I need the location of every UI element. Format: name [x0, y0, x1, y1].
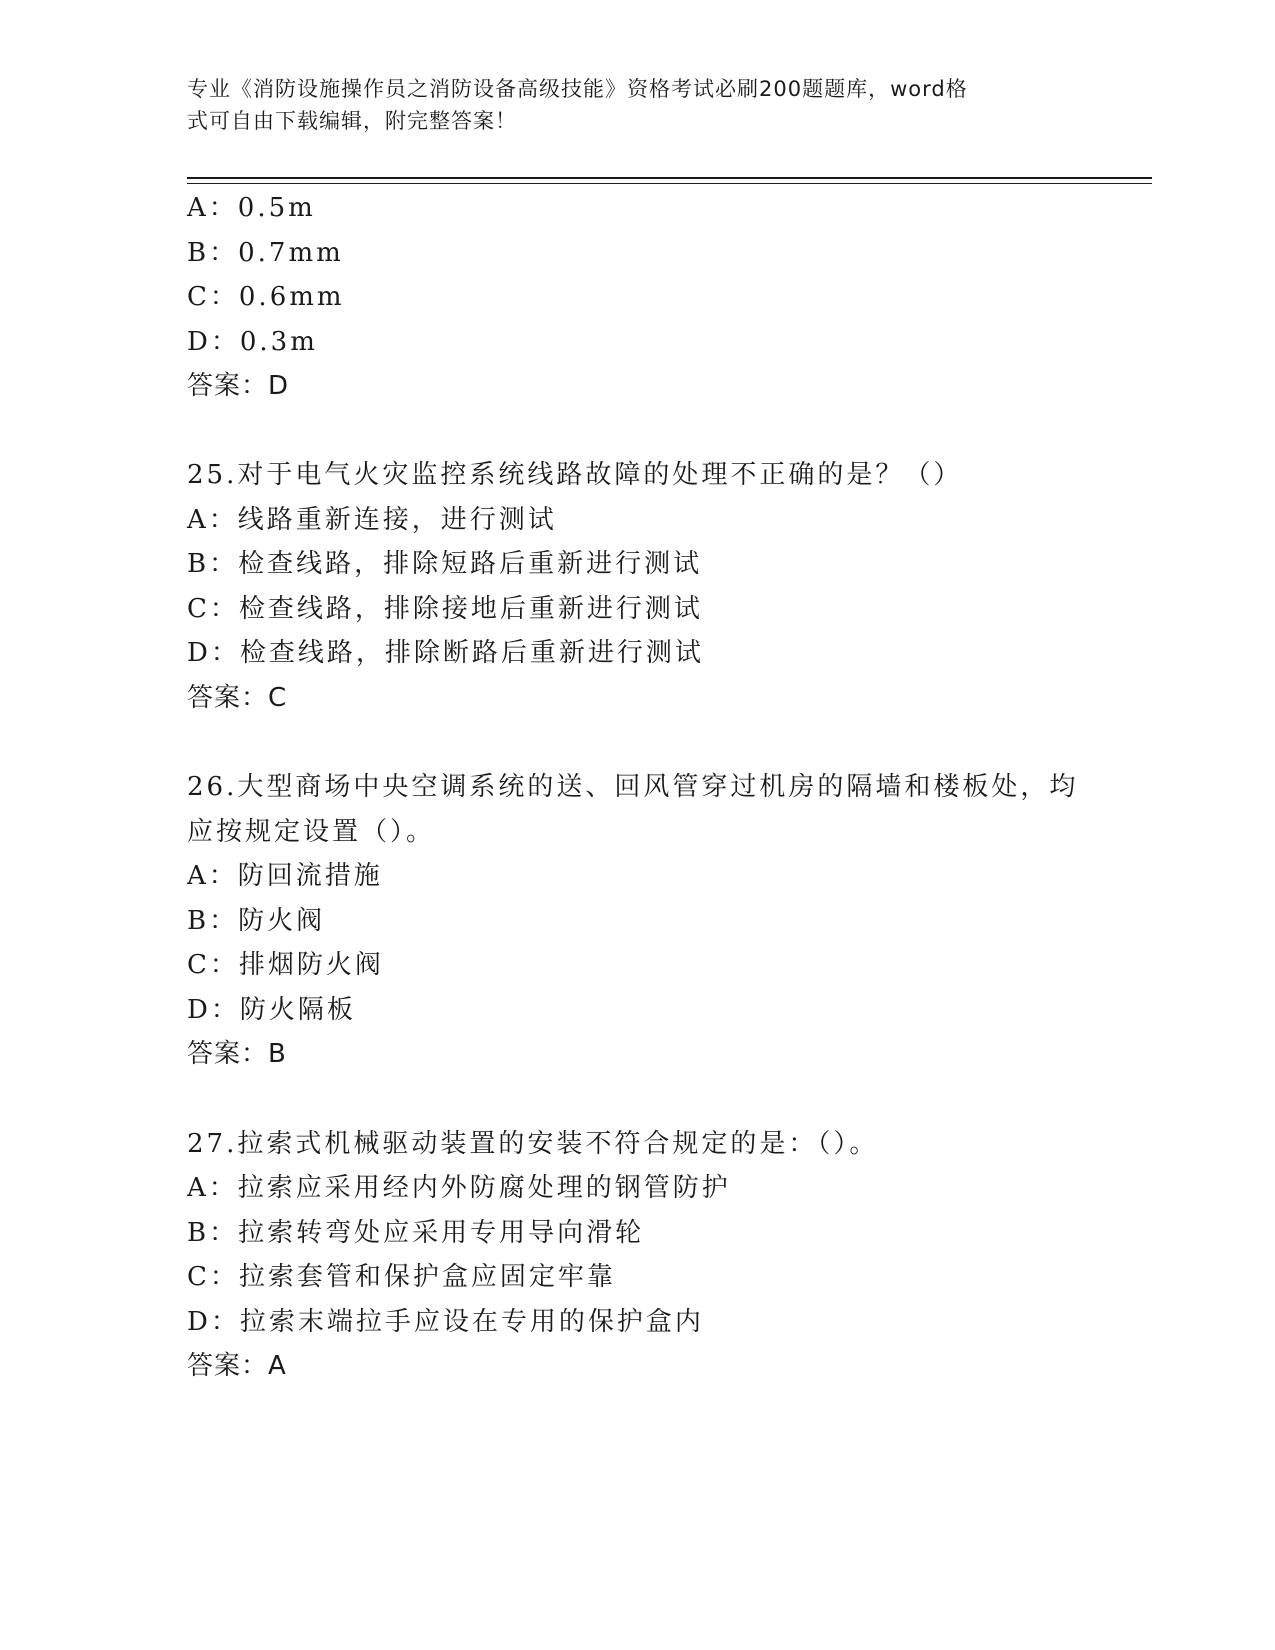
q25-option-c: C：检查线路，排除接地后重新进行测试 [187, 594, 703, 624]
q27-option-c: C：拉索套管和保护盒应固定牢靠 [187, 1262, 616, 1292]
q26-option-a: A：防回流措施 [187, 861, 383, 891]
q25-question: 25.对于电气火灾监控系统线路故障的处理不正确的是？（） [187, 460, 963, 490]
q25-option-d: D：检查线路，排除断路后重新进行测试 [187, 638, 704, 668]
header-divider-thin [187, 183, 1152, 184]
document-header [187, 73, 1087, 137]
q26-question-line-2: 应按规定设置（）。 [187, 817, 436, 847]
q24-option-c: C：0.6mm [187, 282, 345, 312]
q25-answer: 答案：C [187, 683, 288, 713]
q27-option-b: B：拉索转弯处应采用专用导向滑轮 [187, 1218, 645, 1248]
q26-question-line-1: 26.大型商场中央空调系统的送、回风管穿过机房的隔墙和楼板处，均 [187, 772, 1079, 802]
q26-option-d: D：防火隔板 [187, 995, 356, 1025]
q27-question: 27.拉索式机械驱动装置的安装不符合规定的是：（）。 [187, 1129, 879, 1159]
q26-answer: 答案：B [187, 1039, 287, 1069]
q25-option-a: A：线路重新连接，进行测试 [187, 505, 557, 535]
q24-option-d: D：0.3m [187, 327, 318, 357]
q24-option-b: B：0.7mm [187, 238, 344, 268]
q24-answer: 答案：D [187, 371, 290, 401]
q27-option-a: A：拉索应采用经内外防腐处理的钢管防护 [187, 1173, 731, 1203]
header-line-1: 专业《消防设施操作员之消防设备高级技能》资格考试必刷200题题库，word格 [187, 77, 968, 101]
q24-option-a: A：0.5m [187, 193, 316, 223]
header-line-2: 式可自由下载编辑，附完整答案！ [187, 109, 517, 133]
q26-option-c: C：排烟防火阀 [187, 950, 384, 980]
q27-answer: 答案：A [187, 1351, 287, 1381]
q27-option-d: D：拉索末端拉手应设在专用的保护盒内 [187, 1307, 704, 1337]
q26-option-b: B：防火阀 [187, 906, 326, 936]
header-divider-thick [187, 177, 1152, 179]
q25-option-b: B：检查线路，排除短路后重新进行测试 [187, 549, 703, 579]
